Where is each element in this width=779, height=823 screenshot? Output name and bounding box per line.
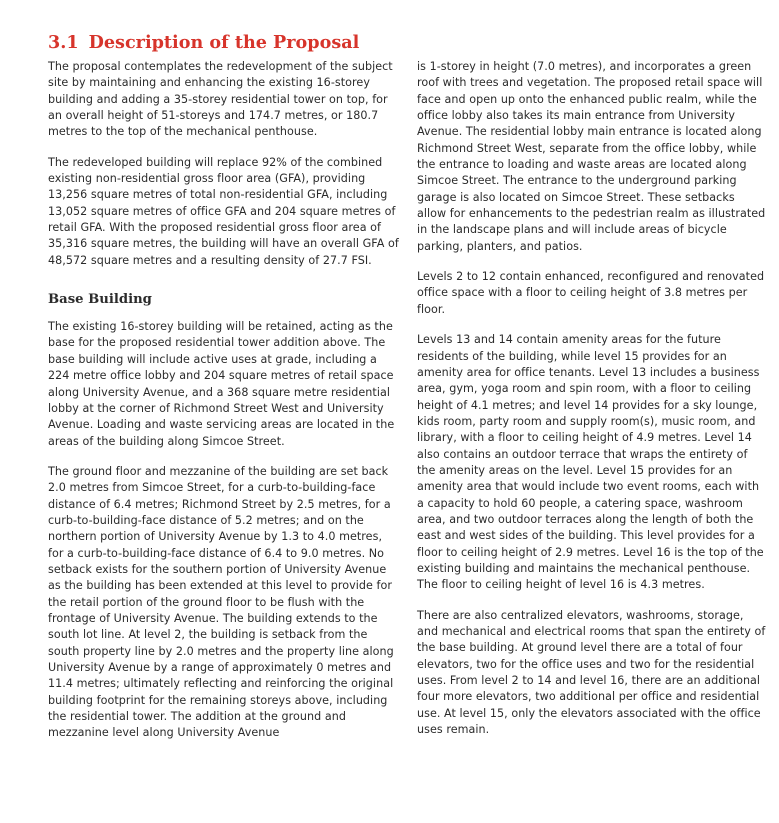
paragraph-addition-continued: is 1-storey in height (7.0 metres), and incorporates a green roof with trees and vegetation. The proposed retail space will face and open up onto the enhanced public realm, while the office lobby also takes its main entrance from University Avenue. The residential lobby main entrance is located along Richmond Street West, separate from the office lobby, while the entrance to loading and waste areas are located along Simcoe Street. The entrance to the underground parking garage is also located on Simcoe Street. These setbacks allow for enhancements to the pedestrian realm as illustrated in the landscape plans and will include areas of bicycle parking, planters, and patios. (417, 60, 766, 253)
right-column (417, 59, 767, 738)
paragraph-levels-2-12: Levels 2 to 12 contain enhanced, reconfigured and renovated office space with a floor to ceiling height of 3.8 metres per floor. (417, 270, 765, 316)
paragraph-gfa: The redeveloped building will replace 92% of the combined existing non-residential gross floor area (GFA), providing 13,256 square metres of total non-residential GFA, including 13,052 square metres of office GFA and 204 square metres of retail GFA. With the proposed residential gross floor area of 35,316 square metres, the building will have an overall GFA of 48,572 square metres and a resulting density of 27.7 FSI. (48, 155, 399, 267)
paragraph-base-building: The existing 16-storey building will be retained, acting as the base for the proposed residential tower addition above. The base building will include active uses at grade, including a 224 metre office lobby and 204 square metres of retail space along University Avenue, and a 368 square metre residential lobby at the corner of Richmond Street West and University Avenue. Loading and waste servicing areas are located in the areas of the building along Simcoe Street. (48, 320, 395, 448)
subheading-base-building: Base Building (48, 292, 152, 308)
paragraph-levels-13-16: Levels 13 and 14 contain amenity areas for the future residents of the building, while level 15 provides for an amenity area for office tenants. Level 13 includes a business area, gym, yoga room and spin room, with a floor to ceiling height of 4.1 metres; and level 14 provides for a sky lounge, kids room, party room and supply room(s), music room, and library, with a floor to ceiling height of 4.9 metres. Level 14 also contains an outdoor terrace that wraps the entirety of the amenity areas on the level. Level 15 provides for an amenity area that would include two event rooms, each with a capacity to hold 60 people, a catering space, washroom area, and two outdoor terraces along the length of both the east and west sides of the building. This level provides for a floor to ceiling height of 2.9 metres. Level 16 is the top of the existing building and maintains the mechanical penthouse. The floor to ceiling height of level 16 is 4.3 metres. (417, 333, 764, 592)
paragraph-setbacks: The ground floor and mezzanine of the building are set back 2.0 metres from Simcoe Street, for a curb-to-building-face distance of 6.4 metres; Richmond Street by 2.5 metres, for a curb-to-building-face distance of 5.2 metres; and on the northern portion of University Avenue by 1.3 to 4.0 metres, for a curb-to-building-face distance of 6.4 to 9.0 metres. No setback exists for the southern portion of University Avenue as the building has been extended at this level to provide for the retail portion of the ground floor to be flush with the frontage of University Avenue. The building extends to the south lot line. At level 2, the building is setback from the south property line by 2.0 metres and the property line along University Avenue by a range of approximately 0 metres and 11.4 metres; ultimately reflecting and reinforcing the original building footprint for the remaining storeys above, including the residential tower. The addition at the ground and mezzanine level along University Avenue (48, 464, 394, 740)
section-title-text: Description of the Proposal (88, 32, 360, 53)
paragraph-elevators: There are also centralized elevators, washrooms, storage, and mechanical and electrical rooms that span the entirety of the base building. At ground level there are a total of four elevators, two for the office uses and two for the residential uses. From level 2 to 14 and level 16, there are an additional four more elevators, two additional per office and residential use. At level 15, only the elevators associated with the office uses remain. (417, 608, 766, 737)
paragraph-proposal-overview: The proposal contemplates the redevelopment of the subject site by maintaining and enhancing the existing 16-storey building and adding a 35-storey residential tower on top, for an overall height of 51-storeys and 174.7 metres, or 180.7 metres to the top of the mechanical penthouse. (48, 60, 393, 139)
left-column (48, 59, 400, 742)
section-number: 3.1 (48, 32, 79, 53)
section-title (48, 31, 359, 55)
